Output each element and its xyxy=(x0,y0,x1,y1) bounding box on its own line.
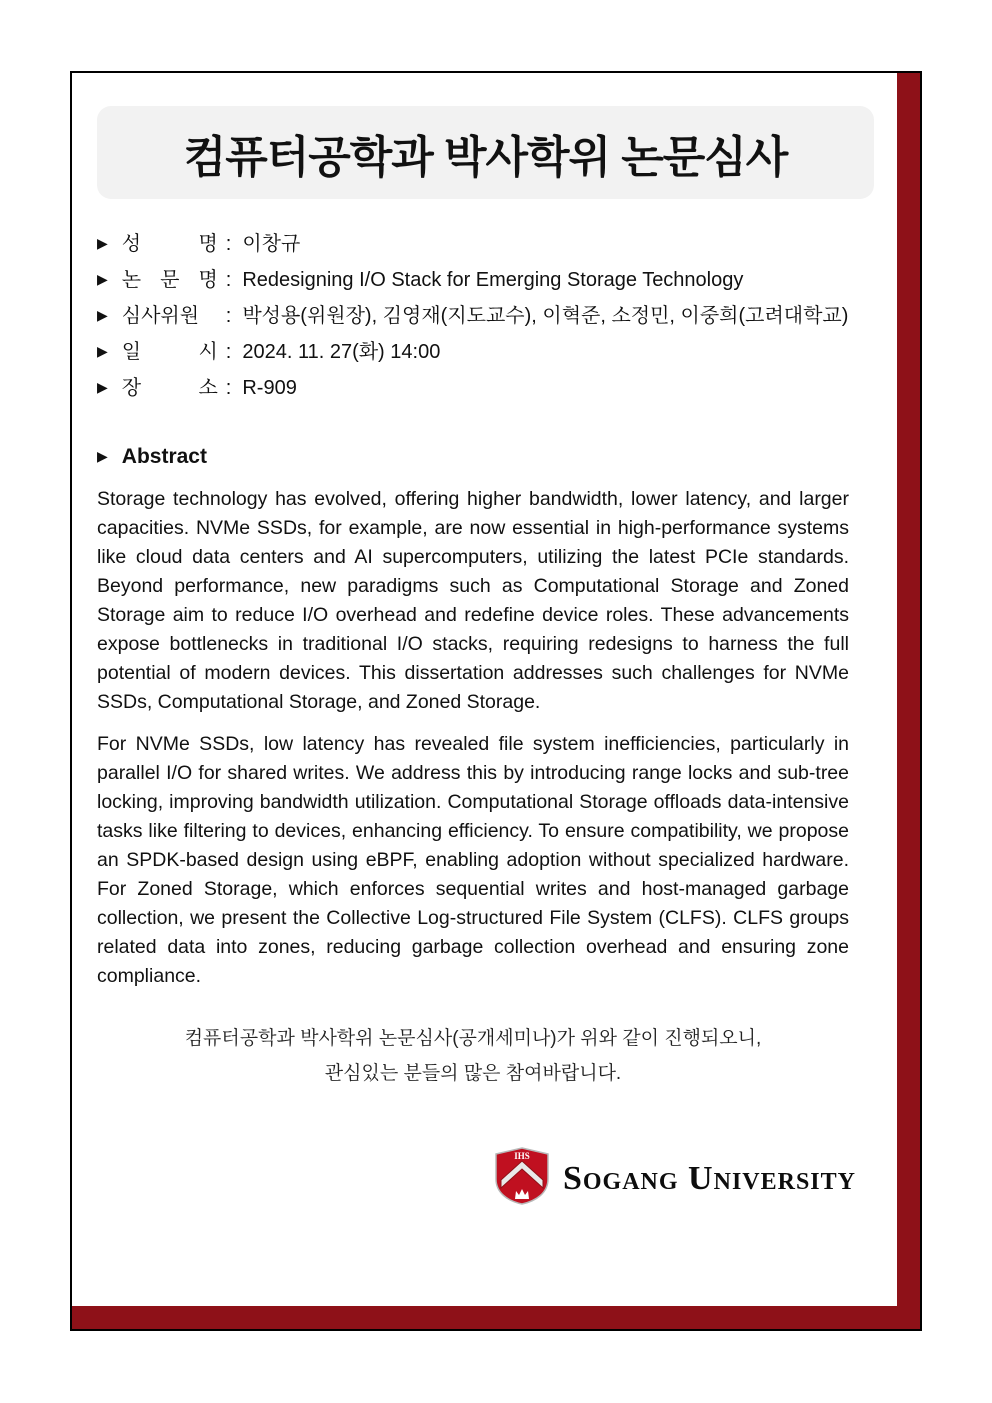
abstract-paragraph-1: Storage technology has evolved, offering higher bandwidth, lower latency, and larger capacities. NVMe SSDs, for example, are now essential in high-performance systems like cloud data centers and AI supercomputers, utilizing the latest PCIe standards. Beyond performance, new paradigms such as Computational Storage and Zoned Storage aim to reduce I/O overhead and redefine device roles. These advancements expose bottlenecks in traditional I/O stacks, requiring redesigns to harness the full potential of modern devices. This dissertation addresses such challenges for NVMe SSDs, Computational Storage, and Zoned Storage. xyxy=(97,488,849,713)
bullet-arrow-icon: ▶ xyxy=(97,235,108,251)
announcement-frame xyxy=(70,71,922,1331)
closing-line-2: 관심있는 분들의 많은 참여바랍니다. xyxy=(324,1063,622,1084)
bullet-arrow-icon: ▶ xyxy=(97,271,108,287)
bullet-arrow-icon: ▶ xyxy=(97,307,108,323)
info-separator: : xyxy=(225,233,232,255)
info-label: 장 소 xyxy=(121,377,218,399)
closing-text xyxy=(97,1021,849,1091)
info-label: 성 명 xyxy=(121,233,218,255)
info-label: 심사위원 xyxy=(121,305,200,327)
info-separator: : xyxy=(225,269,232,291)
abstract-paragraph-2: For NVMe SSDs, low latency has revealed file system inefficiencies, particularly in parallel I/O for shared writes. We address this by introducing range locks and sub-tree locking, improving bandwidth utilization. Computational Storage offloads data-intensive tasks like filtering to devices, enhancing efficiency. To ensure compatibility, we propose an SPDK-based design using eBPF, enabling adoption without specialized hardware. For Zoned Storage, which enforces sequential writes and host-managed garbage collection, we present the Collective Log-structured File System (CLFS). CLFS groups related data into zones, reducing garbage collection overhead and ensuring zone compliance. xyxy=(97,733,849,987)
info-row-location xyxy=(97,371,849,407)
page-title: 컴퓨터공학과 박사학위 논문심사 xyxy=(183,132,788,182)
accent-bar-bottom xyxy=(72,1306,920,1329)
shield-icon xyxy=(494,1147,550,1210)
info-row-datetime xyxy=(97,335,849,371)
info-value: 박성용(위원장), 김영재(지도교수), 이혁준, 소정민, 이중희(고려대학교) xyxy=(242,305,849,327)
abstract-heading xyxy=(97,443,874,472)
info-row-committee xyxy=(97,299,849,335)
info-row-name xyxy=(97,227,849,263)
closing-line-1: 컴퓨터공학과 박사학위 논문심사(공개세미나)가 위와 같이 진행되오니, xyxy=(184,1028,762,1049)
info-separator: : xyxy=(225,305,232,327)
info-label: 일 시 xyxy=(121,341,218,363)
info-separator: : xyxy=(225,341,232,363)
university-logo xyxy=(97,1147,856,1210)
info-list xyxy=(97,227,874,407)
title-banner xyxy=(97,106,874,199)
abstract-heading-label: Abstract xyxy=(121,445,207,468)
info-value: 이창규 xyxy=(242,233,301,255)
info-value: R-909 xyxy=(242,377,297,399)
info-value: 2024. 11. 27(화) 14:00 xyxy=(242,341,441,363)
bullet-arrow-icon: ▶ xyxy=(97,379,108,395)
accent-bar-right xyxy=(897,73,920,1329)
info-row-thesis-title xyxy=(97,263,849,299)
shield-monogram: IHS xyxy=(514,1151,530,1161)
bullet-arrow-icon: ▶ xyxy=(97,448,108,464)
bullet-arrow-icon: ▶ xyxy=(97,343,108,359)
university-name: Sogang University xyxy=(562,1159,856,1197)
announcement-content xyxy=(72,73,897,1306)
info-separator: : xyxy=(225,377,232,399)
info-value: Redesigning I/O Stack for Emerging Storage Technology xyxy=(242,269,744,291)
info-label: 논 문 명 xyxy=(121,269,218,291)
